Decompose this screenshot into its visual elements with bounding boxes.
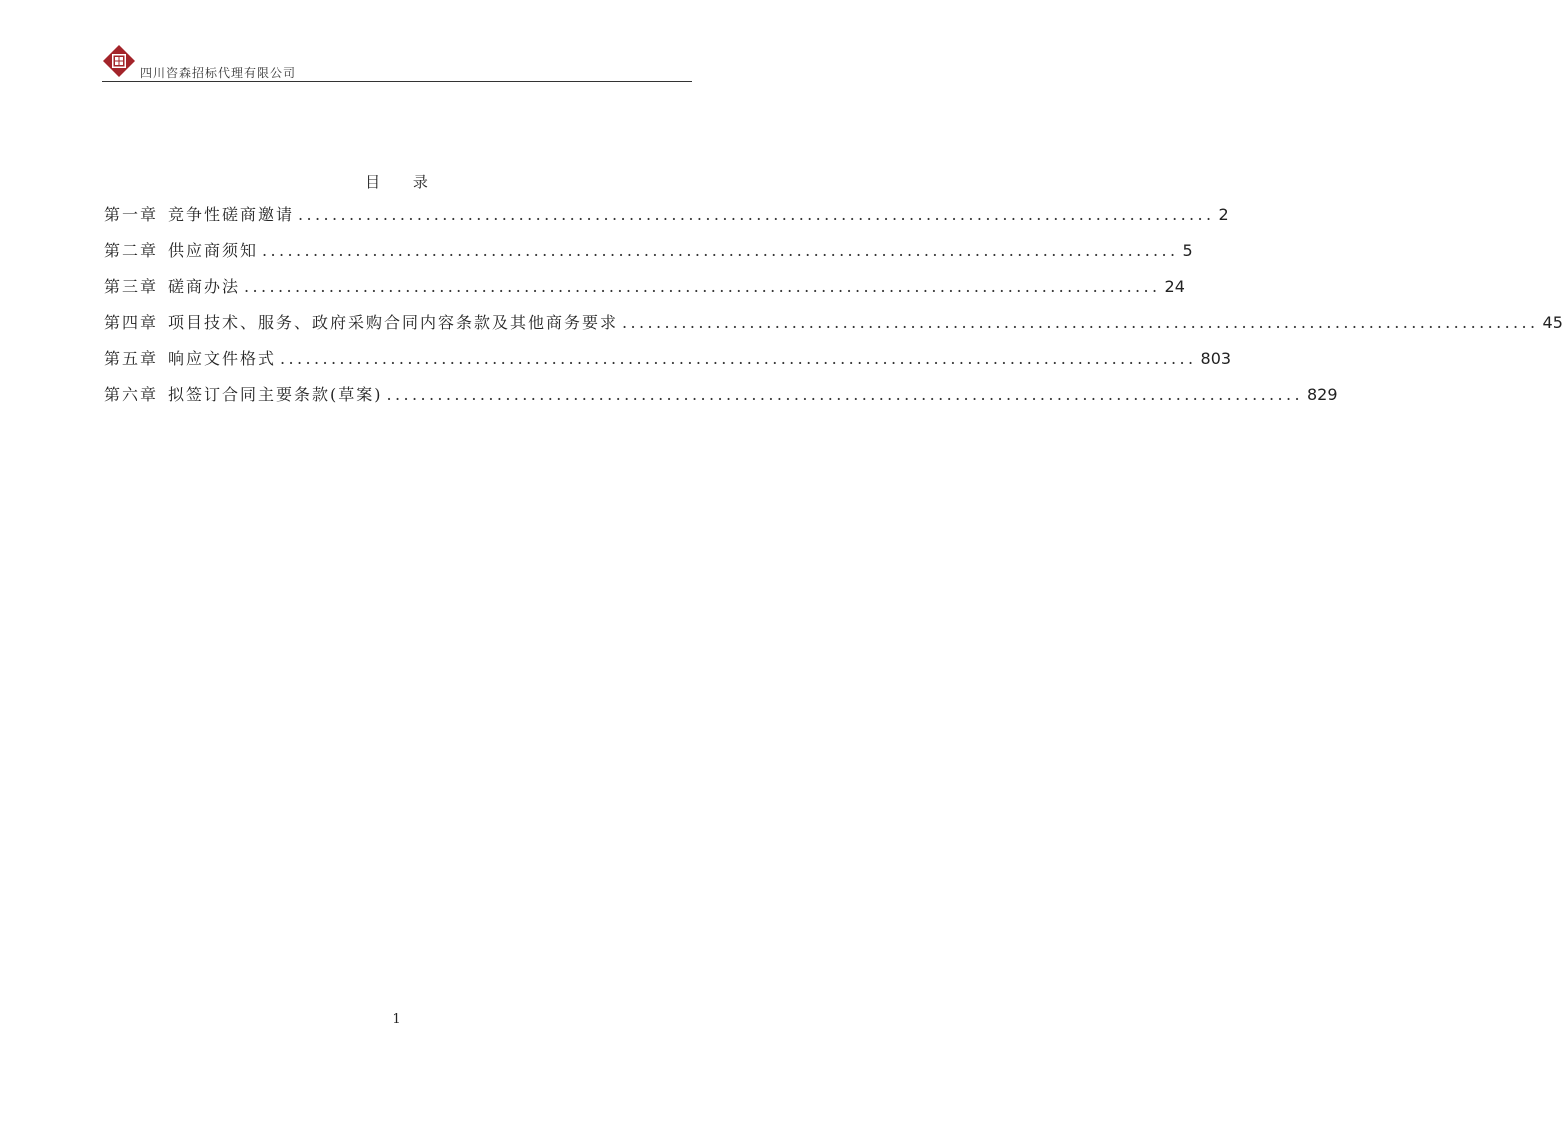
toc-page-number: 5: [1182, 241, 1193, 260]
toc-chapter: 第六章: [104, 385, 159, 404]
toc-page-number: 803: [1200, 349, 1232, 368]
header-rule: [102, 81, 692, 82]
toc-chapter: 第四章: [104, 313, 159, 332]
toc-leader-dots: ............................................................................................................: [622, 313, 1539, 332]
page-number: 1: [392, 1012, 401, 1027]
toc-entry[interactable]: [104, 344, 1232, 380]
toc-chapter: 第二章: [104, 241, 159, 260]
table-of-contents: [104, 200, 1563, 416]
toc-leader-dots: ............................................................................................................: [244, 277, 1161, 296]
toc-entry-title: 响应文件格式: [168, 349, 277, 368]
toc-entry-title: 项目技术、服务、政府采购合同内容条款及其他商务要求: [168, 313, 619, 332]
toc-entry-title: 竞争性磋商邀请: [168, 205, 295, 224]
toc-entry-title: 拟签订合同主要条款(草案): [168, 385, 383, 404]
company-name: 四川咨森招标代理有限公司: [140, 66, 297, 80]
toc-title: 目 录: [365, 173, 442, 191]
toc-chapter: 第三章: [104, 277, 159, 296]
toc-chapter: 第一章: [104, 205, 159, 224]
toc-entry[interactable]: [104, 272, 1185, 308]
toc-page-number: 45: [1542, 313, 1563, 332]
toc-entry[interactable]: [104, 236, 1193, 272]
toc-entry[interactable]: [104, 380, 1338, 416]
toc-page-number: 829: [1307, 385, 1338, 404]
company-logo: [102, 44, 136, 78]
toc-leader-dots: ............................................................................................................: [262, 241, 1179, 260]
page-header: [102, 44, 692, 82]
toc-entry[interactable]: [104, 308, 1563, 344]
toc-page-number: 2: [1218, 205, 1229, 224]
toc-entry-title: 磋商办法: [168, 277, 241, 296]
toc-entry-title: 供应商须知: [168, 241, 259, 260]
toc-entry[interactable]: [104, 200, 1229, 236]
toc-page-number: 24: [1164, 277, 1185, 296]
toc-chapter: 第五章: [104, 349, 159, 368]
toc-leader-dots: ............................................................................................................: [280, 349, 1197, 368]
toc-leader-dots: ............................................................................................................: [298, 205, 1215, 224]
toc-leader-dots: ............................................................................................................: [386, 385, 1303, 404]
